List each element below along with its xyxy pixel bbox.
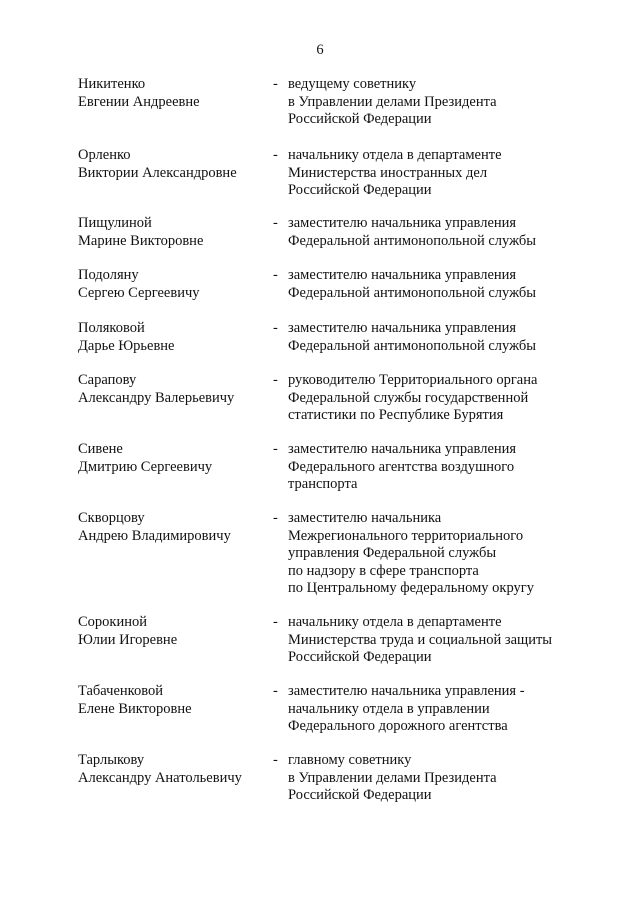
dash-separator: - — [273, 441, 278, 457]
recipient-name — [78, 215, 268, 250]
given-names: Юлии Игоревне — [78, 631, 178, 648]
surname: Сарапову — [78, 372, 137, 388]
recipient-name — [78, 147, 268, 182]
dash-separator: - — [273, 267, 278, 283]
position-line: заместителю начальника — [288, 510, 442, 526]
position-line: Министерства труда и социальной защиты — [288, 631, 553, 648]
given-names: Виктории Александровне — [78, 164, 237, 181]
given-names: Александру Анатольевичу — [78, 769, 242, 786]
recipient-name — [78, 372, 268, 407]
surname: Подоляну — [78, 267, 139, 283]
recipient-name — [78, 614, 268, 649]
position-text — [288, 76, 618, 129]
recipient-name — [78, 267, 268, 302]
position-text — [288, 215, 618, 250]
recipient-name — [78, 752, 268, 787]
position-text — [288, 510, 618, 598]
position-line: заместителю начальника управления - — [288, 683, 525, 699]
position-line: начальнику отдела в департаменте — [288, 614, 502, 630]
position-line: Российской Федерации — [288, 649, 432, 665]
position-line: статистики по Республике Бурятия — [288, 407, 504, 423]
surname: Орленко — [78, 147, 131, 163]
position-text — [288, 683, 618, 736]
position-line: в Управлении делами Президента — [288, 769, 497, 786]
given-names: Александру Валерьевичу — [78, 389, 235, 406]
position-text — [288, 372, 618, 425]
position-line: по Центральному федеральному округу — [288, 580, 534, 596]
given-names: Марине Викторовне — [78, 232, 204, 249]
page-number: 6 — [316, 42, 324, 58]
dash-separator: - — [273, 510, 278, 526]
position-text — [288, 441, 618, 494]
dash-separator: - — [273, 683, 278, 699]
recipient-name — [78, 320, 268, 355]
surname: Сорокиной — [78, 614, 147, 630]
position-line: заместителю начальника управления — [288, 267, 517, 283]
surname: Сивене — [78, 441, 123, 457]
position-line: Межрегионального территориального — [288, 527, 524, 544]
position-line: главному советнику — [288, 752, 412, 768]
position-line: Федерального дорожного агентства — [288, 718, 508, 734]
surname: Тарлыкову — [78, 752, 145, 768]
position-line: Федеральной антимонопольной службы — [288, 284, 537, 301]
recipient-name — [78, 683, 268, 718]
position-line: заместителю начальника управления — [288, 441, 517, 457]
position-line: заместителю начальника управления — [288, 215, 517, 231]
given-names: Андрею Владимировичу — [78, 527, 231, 544]
position-text — [288, 752, 618, 805]
dash-separator: - — [273, 215, 278, 231]
position-line: по надзору в сфере транспорта — [288, 562, 479, 579]
given-names: Дарье Юрьевне — [78, 337, 175, 354]
position-line: Министерства иностранных дел — [288, 164, 488, 181]
position-line: ведущему советнику — [288, 76, 417, 92]
position-line: Федеральной антимонопольной службы — [288, 232, 537, 249]
position-line: начальнику отдела в управлении — [288, 700, 490, 717]
given-names: Сергею Сергеевичу — [78, 284, 200, 301]
position-line: Российской Федерации — [288, 111, 432, 127]
position-text — [288, 614, 618, 667]
surname: Табаченковой — [78, 683, 163, 699]
dash-separator: - — [273, 320, 278, 336]
dash-separator: - — [273, 147, 278, 163]
recipient-name — [78, 510, 268, 545]
surname: Поляковой — [78, 320, 145, 336]
surname: Скворцову — [78, 510, 145, 526]
dash-separator: - — [273, 372, 278, 388]
position-line: Федеральной службы государственной — [288, 389, 529, 406]
surname: Пищулиной — [78, 215, 152, 231]
recipient-name — [78, 441, 268, 476]
given-names: Евгении Андреевне — [78, 93, 200, 110]
position-line: Российской Федерации — [288, 182, 432, 198]
dash-separator: - — [273, 76, 278, 92]
surname: Никитенко — [78, 76, 146, 92]
dash-separator: - — [273, 614, 278, 630]
position-line: руководителю Территориального органа — [288, 372, 538, 388]
position-line: заместителю начальника управления — [288, 320, 517, 336]
position-text — [288, 267, 618, 302]
given-names: Елене Викторовне — [78, 700, 192, 717]
position-text — [288, 147, 618, 200]
position-line: в Управлении делами Президента — [288, 93, 497, 110]
position-line: транспорта — [288, 476, 358, 492]
position-line: Федеральной антимонопольной службы — [288, 337, 537, 354]
position-line: Российской Федерации — [288, 787, 432, 803]
position-line: управления Федеральной службы — [288, 545, 497, 561]
position-line: Федерального агентства воздушного — [288, 458, 515, 475]
position-text — [288, 320, 618, 355]
dash-separator: - — [273, 752, 278, 768]
given-names: Дмитрию Сергеевичу — [78, 458, 213, 475]
position-line: начальнику отдела в департаменте — [288, 147, 502, 163]
recipient-name — [78, 76, 268, 111]
